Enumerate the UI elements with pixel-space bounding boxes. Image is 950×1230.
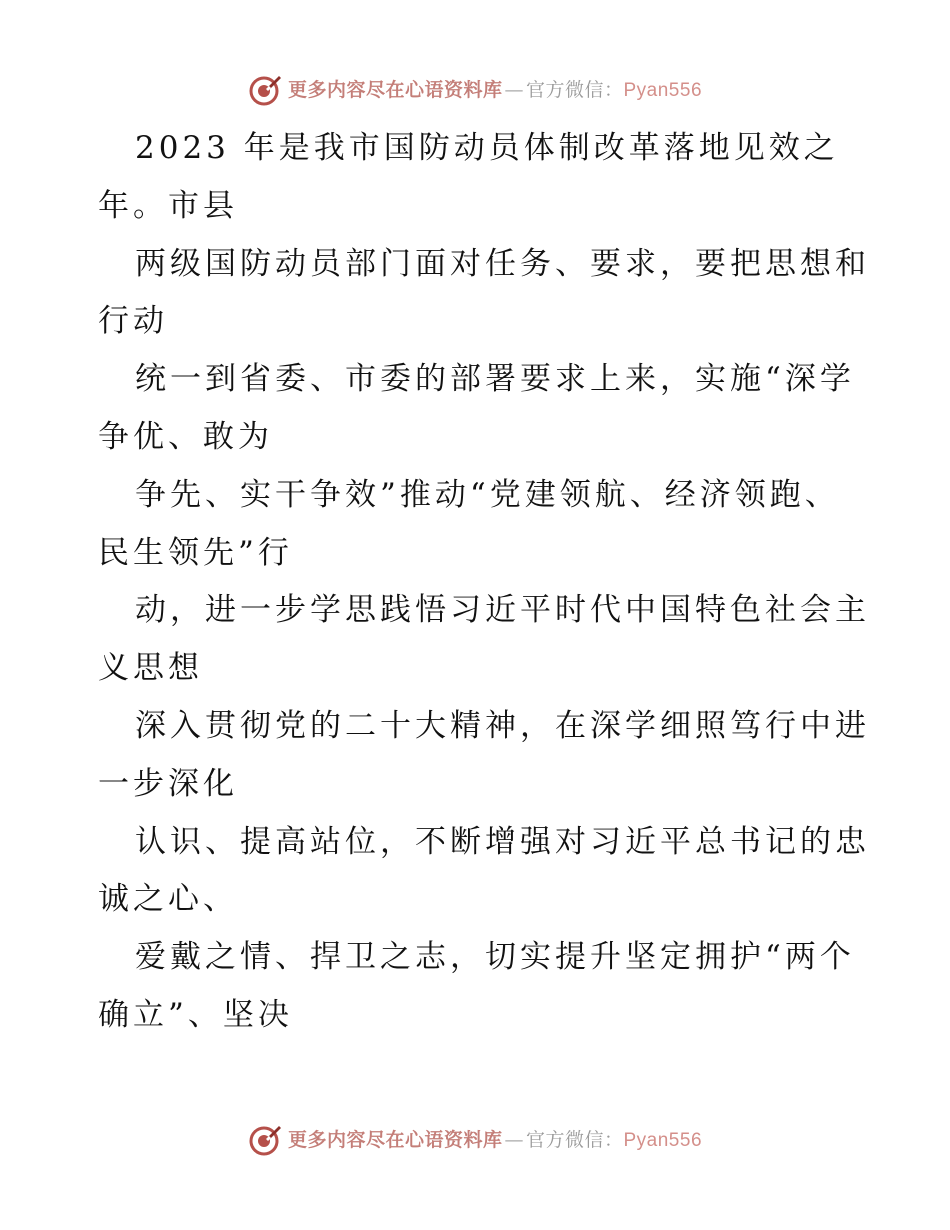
watermark-label: 官方微信： [525,1128,624,1151]
pen-circle-logo-icon [248,73,282,107]
document-body [98,120,870,1045]
body-line: 统一到省委、市委的部署要求上来，实施“深学 [135,361,855,398]
body-line: 争优、敢为 [98,418,273,455]
body-line: 一步深化 [98,765,238,802]
watermark-dash: — [504,1128,524,1151]
watermark-main-text: 更多内容尽在心语资料库 [287,1128,503,1151]
watermark-text [287,1128,703,1151]
header-watermark [0,70,950,110]
watermark-text [287,78,703,101]
watermark-label: 官方微信： [525,78,624,101]
body-line: 确立”、坚决 [98,996,293,1033]
footer-watermark [0,1120,950,1160]
body-line: 年。市县 [98,187,238,224]
pen-circle-logo-icon [248,1123,282,1157]
body-line: 民生领先”行 [98,534,293,571]
body-line: 深入贯彻党的二十大精神，在深学细照笃行中进 [135,707,870,744]
watermark-main-text: 更多内容尽在心语资料库 [287,78,503,101]
watermark-id: Pyan556 [623,79,703,101]
body-line: 诚之心、 [98,881,238,918]
body-line: 动，进一步学思践悟习近平时代中国特色社会主 [135,592,870,629]
body-line: 爱戴之情、捍卫之志，切实提升坚定拥护“两个 [135,939,855,976]
body-line: 争先、实干争效”推动“党建领航、经济领跑、 [135,476,840,513]
body-line: 2023 年是我市国防动员体制改革落地见效之 [135,130,839,166]
watermark-dash: — [504,78,524,101]
watermark-id: Pyan556 [623,1129,703,1151]
body-line: 两级国防动员部门面对任务、要求，要把思想和 [135,245,870,282]
body-line: 认识、提高站位，不断增强对习近平总书记的忠 [135,823,870,860]
body-line: 义思想 [98,650,203,687]
body-line: 行动 [98,303,168,340]
